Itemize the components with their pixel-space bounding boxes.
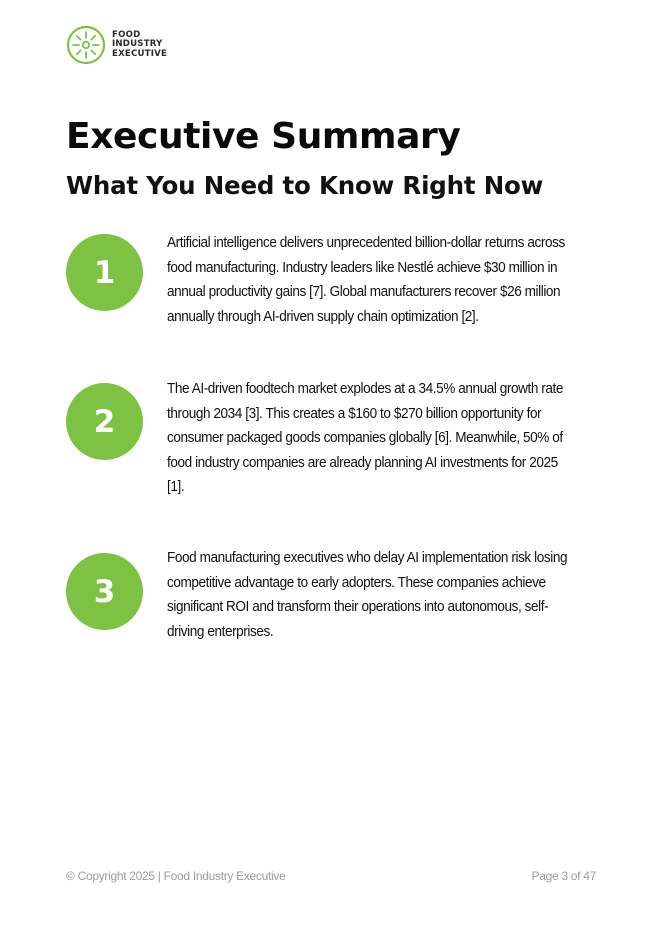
number-badge: 1 <box>66 234 143 311</box>
brand-logo <box>66 25 167 65</box>
summary-text: The AI-driven foodtech market explodes at a 34.5% annual growth rate through 2034 [3]. This creates a $160 to $270 billion opportunity for consumer packaged goods companies globally [6]. Meanwhile, 50% of food industry companies are already planning AI investments for 2025 [1]. <box>167 381 564 495</box>
number-badge: 2 <box>66 383 143 460</box>
copyright-text: © Copyright 2025 | Food Industry Executive <box>66 869 286 883</box>
summary-text: Food manufacturing executives who delay AI implementation risk losing competitive advantage to early adopters. These companies achieve significant ROI and transform their operations into autonomous, self-driving enterprises. <box>167 550 568 640</box>
number-badge: 3 <box>66 553 143 630</box>
page-title: Executive Summary <box>66 116 461 157</box>
summary-text: Artificial intelligence delivers unprecedented billion-dollar returns across food manufacturing. Industry leaders like Nestlé achieve $30 million in annual productivity gains [7]. Global manufacturers recover $26 million annually through AI-driven supply chain optimization [2]. <box>167 235 565 325</box>
brand-line: EXECUTIVE <box>112 48 168 59</box>
sun-logo-icon <box>66 25 106 65</box>
brand-line: FOOD <box>112 29 141 40</box>
brand-name <box>112 31 167 60</box>
page-footer <box>66 869 596 883</box>
page-number: Page 3 of 47 <box>531 869 596 883</box>
brand-line: INDUSTRY <box>112 39 163 50</box>
page-subtitle: What You Need to Know Right Now <box>66 171 544 200</box>
